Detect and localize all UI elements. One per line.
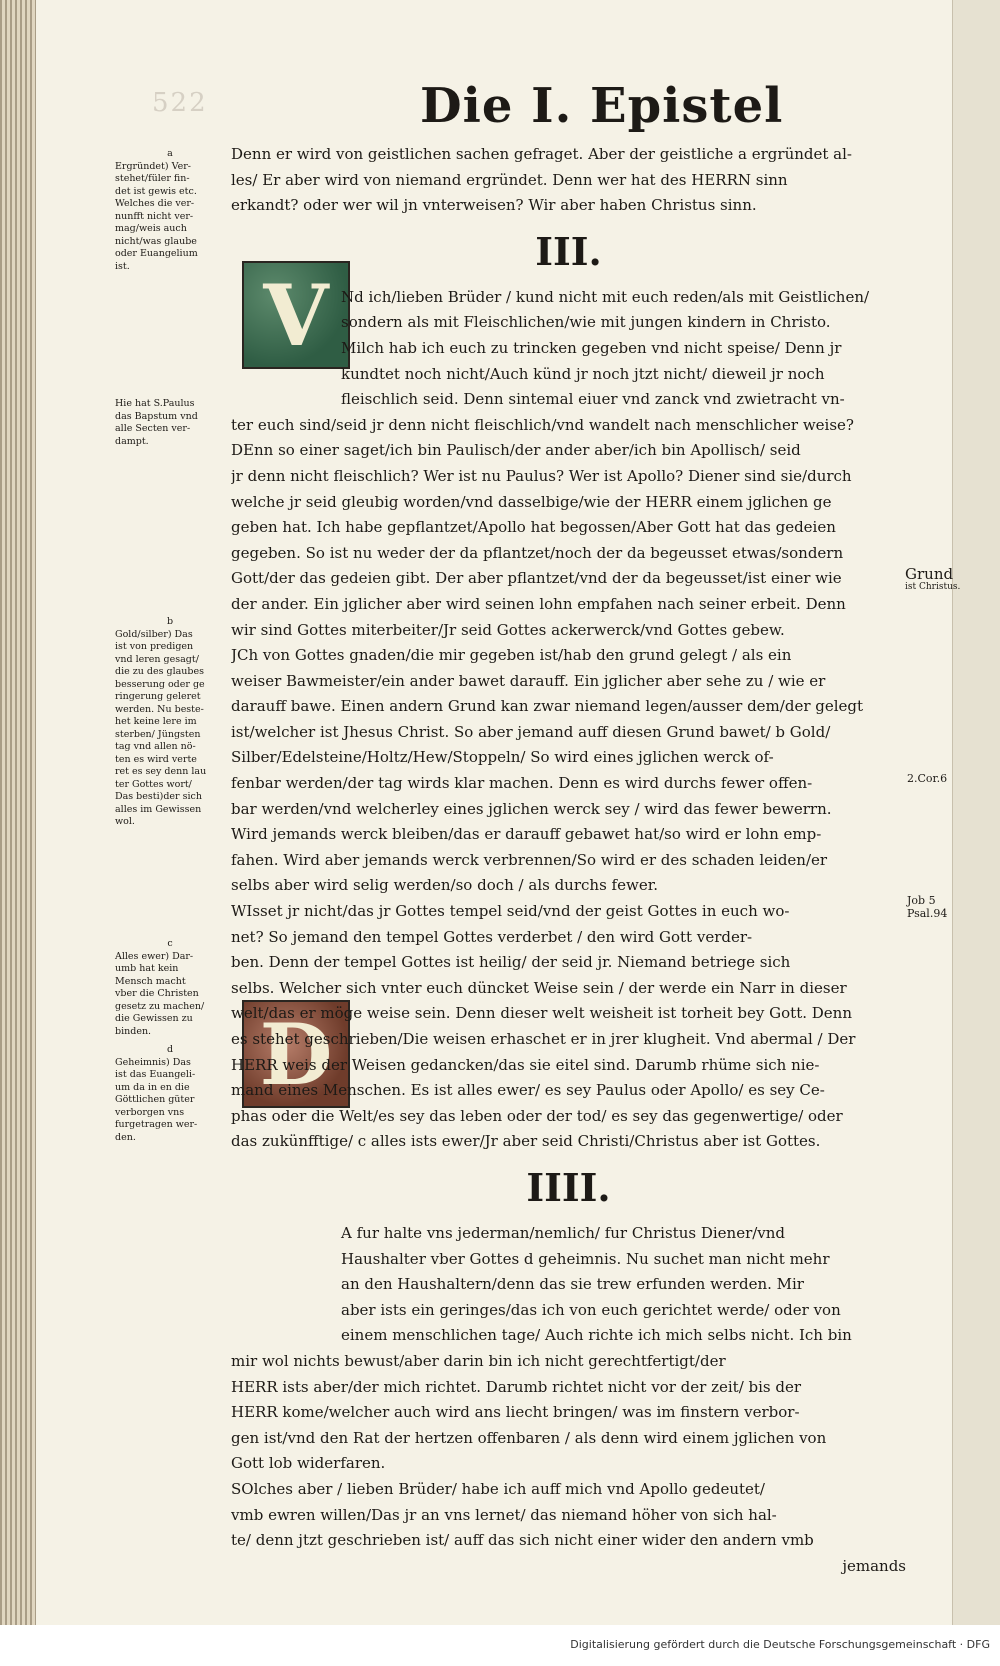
margin-note-c-d xyxy=(115,938,225,1144)
note-line: die zu des glaubes xyxy=(115,666,204,677)
note-line: nunfft nicht ver- xyxy=(115,210,194,222)
note-line: ret es sey denn lau xyxy=(115,766,207,777)
adjacent-page-edge xyxy=(952,0,1000,1625)
note-line: Job 5 xyxy=(907,894,936,907)
text-line: mir wol nichts bewust/aber darin bin ich nicht gerechtfertigt/der xyxy=(231,1351,726,1370)
book-page-edges xyxy=(0,0,40,1666)
text-line: sondern als mit Fleischlichen/wie mit jungen kindern in Christo. xyxy=(341,313,831,332)
note-line: stehet/füler fin- xyxy=(115,173,190,184)
right-note-job xyxy=(907,894,947,920)
note-line: Hie hat S.Paulus xyxy=(115,398,195,409)
dropcap-v: V xyxy=(242,261,350,369)
note-line: Alles ewer) Dar- xyxy=(115,950,194,962)
note-line: Ergründet) Ver- xyxy=(115,160,191,172)
text-line: jr denn nicht fleischlich? Wer ist nu Paulus? Wer ist Apollo? Diener sind sie/durch xyxy=(231,466,852,485)
note-line: Gold/silber) Das xyxy=(115,628,193,640)
catchword: jemands xyxy=(842,1556,906,1575)
note-line: oder Euangelium xyxy=(115,248,198,259)
text-line: Wird jemands werck bleiben/das er darauff gebawet hat/so wird er lohn emp- xyxy=(231,825,822,844)
note-line: b xyxy=(166,616,174,627)
text-line: Denn er wird von geistlichen sachen gefraget. Aber der geistliche a ergründet al- xyxy=(231,145,852,163)
note-line: ist. xyxy=(115,260,130,272)
text-line: darauff bawe. Einen andern Grund kan zwar niemand legen/ausser dem/der gelegt xyxy=(231,697,864,716)
note-line: c xyxy=(167,938,173,949)
note-line: furgetragen wer- xyxy=(115,1119,198,1130)
text-line: weiser Bawmeister/ein ander bawet darauff. Ein jglicher aber sehe zu / wie er xyxy=(231,671,826,690)
note-line: ter Gottes wort/ xyxy=(115,778,192,790)
note-line: 2.Cor.6 xyxy=(907,772,948,785)
note-line: Mensch macht xyxy=(115,975,186,987)
note-line: vnd leren gesagt/ xyxy=(115,653,199,665)
note-line: verborgen vns xyxy=(115,1106,185,1118)
text-line: bar werden/vnd welcherley eines jglichen werck sey / wird das fewer bewerrn. xyxy=(231,799,832,818)
text-line: Milch hab ich euch zu trincken gegeben vnd nicht speise/ Denn jr xyxy=(341,338,842,357)
text-line: kundtet noch nicht/Auch künd jr noch jtzt nicht/ dieweil jr noch xyxy=(341,364,825,383)
note-line: ringerung geleret xyxy=(115,691,201,702)
text-line: phas oder die Welt/es sey das leben oder der tod/ es sey das gegenwertige/ oder xyxy=(231,1106,843,1125)
note-line: den. xyxy=(115,1131,136,1143)
text-line: ter euch sind/seid jr denn nicht fleischlich/vnd wandelt nach menschlicher weise? xyxy=(231,415,854,434)
text-line: welt/das er möge weise sein. Denn dieser welt weisheit ist torheit bey Gott. Denn xyxy=(231,1004,852,1023)
dropcap-d: D xyxy=(242,1000,350,1108)
text-line: DEnn so einer saget/ich bin Paulisch/der ander aber/ich bin Apollisch/ seid xyxy=(231,441,801,460)
text-line: JCh von Gottes gnaden/die mir gegeben ist/hab den grund gelegt / als ein xyxy=(231,646,792,665)
text-line: an den Haushaltern/denn das sie trew erfunden werden. Mir xyxy=(341,1275,804,1294)
text-line: Gott lob widerfaren. xyxy=(231,1454,386,1473)
text-line: fahen. Wird aber jemands werck verbrennen/So wird er des schaden leiden/er xyxy=(231,850,828,869)
note-line: het keine lere im xyxy=(115,716,197,727)
note-line: Das besti)der sich xyxy=(115,791,202,802)
note-line: um da in en die xyxy=(115,1081,190,1093)
text-line: der ander. Ein jglicher aber wird seinen lohn empfahen nach seiner erbeit. Denn xyxy=(231,594,846,613)
text-line: erkandt? oder wer wil jn vnterweisen? Wir aber haben Christus sinn. xyxy=(231,196,757,215)
note-line: binden. xyxy=(115,1025,152,1037)
note-line: a xyxy=(167,148,173,159)
text-line: Silber/Edelsteine/Holtz/Hew/Stoppeln/ So wird eines jglichen werck of- xyxy=(231,748,774,767)
text-line: gegeben. So ist nu weder der da pflantzet/noch der da begeusset etwas/sondern xyxy=(231,543,844,562)
note-line: nicht/was glaube xyxy=(115,235,197,247)
note-line: werden. Nu beste- xyxy=(115,703,204,715)
text-line: einem menschlichen tage/ Auch richte ich mich selbs nicht. Ich bin xyxy=(341,1326,852,1345)
page-title: Die I. Epistel xyxy=(420,78,784,134)
chapter-heading-iiii: IIII. xyxy=(526,1164,611,1210)
text-line: Nd ich/lieben Brüder / kund nicht mit euch reden/als mit Geistlichen/ xyxy=(341,287,870,306)
note-line: Göttlichen güter xyxy=(115,1094,195,1105)
note-line: alles im Gewissen xyxy=(115,803,202,815)
note-line: d xyxy=(166,1044,174,1055)
note-line: det ist gewis etc. xyxy=(115,185,197,197)
text-line: fenbar werden/der tag wirds klar machen. Denn es wird durchs fewer offen- xyxy=(231,774,813,793)
note-line: das Bapstum vnd xyxy=(115,410,198,422)
text-line: aber ists ein geringes/das ich von euch gerichtet werde/ oder von xyxy=(341,1300,841,1319)
text-line: selbs aber wird selig werden/so doch / als durchs fewer. xyxy=(231,876,658,895)
note-line: umb hat kein xyxy=(115,963,179,974)
note-line: tag vnd allen nö- xyxy=(115,741,196,752)
page-number: 522 xyxy=(152,88,208,118)
note-line: ist Christus. xyxy=(905,582,961,592)
text-line: es stehet geschrieben/Die weisen erhaschet er in jrer klugheit. Vnd abermal / Der xyxy=(231,1030,856,1048)
note-line: wol. xyxy=(115,816,135,827)
text-line: selbs. Welcher sich vnter euch düncket Weise sein / der werde ein Narr in dieser xyxy=(231,978,847,997)
note-line: vber die Christen xyxy=(115,988,199,999)
text-line: HERR weis der Weisen gedancken/das sie eitel sind. Darumb rhüme sich nie- xyxy=(231,1055,820,1074)
note-line: ist von predigen xyxy=(115,641,194,652)
text-line: wir sind Gottes miterbeiter/Jr seid Gottes ackerwerck/vnd Gottes gebew. xyxy=(231,620,785,639)
right-note-grund xyxy=(905,565,961,594)
note-line: dampt. xyxy=(115,435,149,447)
body-text xyxy=(231,142,906,1579)
margin-note-b xyxy=(115,616,225,829)
text-line: welche jr seid gleubig worden/vnd dasselbige/wie der HERR einem jglichen ge xyxy=(231,492,832,511)
note-line: Welches die ver- xyxy=(115,198,195,209)
text-line: mand eines Menschen. Es ist alles ewer/ es sey Paulus oder Apollo/ es sey Ce- xyxy=(231,1081,825,1100)
chapter-heading-iii: III. xyxy=(535,228,602,274)
text-line: vmb ewren willen/Das jr an vns lernet/ das niemand höher von sich hal- xyxy=(231,1505,777,1524)
margin-note-papst xyxy=(115,398,223,448)
note-line: Grund xyxy=(905,565,954,583)
text-line: fleischlich seid. Denn sintemal eiuer vnd zanck vnd zwietracht vn- xyxy=(341,390,845,409)
margin-note-a xyxy=(115,148,225,273)
text-line: ist/welcher ist Jhesus Christ. So aber jemand auff diesen Grund bawet/ b Gold/ xyxy=(231,722,831,741)
note-line: gesetz zu machen/ xyxy=(115,1000,205,1012)
note-line: ist das Euangeli- xyxy=(115,1069,196,1080)
note-line: mag/weis auch xyxy=(115,223,187,234)
text-line: net? So jemand den tempel Gottes verderbet / den wird Gott verder- xyxy=(231,927,753,946)
note-line: die Gewissen zu xyxy=(115,1013,193,1024)
text-line: HERR ists aber/der mich richtet. Darumb richtet nicht vor der zeit/ bis der xyxy=(231,1377,802,1396)
text-line: SOlches aber / lieben Brüder/ habe ich auff mich vnd Apollo gedeutet/ xyxy=(231,1479,765,1498)
text-line: geben hat. Ich habe gepflantzet/Apollo hat begossen/Aber Gott hat das gedeien xyxy=(231,518,836,537)
text-line: ben. Denn der tempel Gottes ist heilig/ der seid jr. Niemand betriege sich xyxy=(231,953,791,972)
text-line: les/ Er aber wird von niemand ergründet. Denn wer hat des HERRN sinn xyxy=(231,170,788,189)
note-line: besserung oder ge xyxy=(115,678,205,690)
text-line: A fur halte vns jederman/nemlich/ fur Christus Diener/vnd xyxy=(341,1223,786,1242)
right-note-cor xyxy=(907,772,947,785)
footer-bar xyxy=(0,1625,1000,1666)
note-line: alle Secten ver- xyxy=(115,423,191,434)
text-line: te/ denn jtzt geschrieben ist/ auff das sich nicht einer wider den andern vmb xyxy=(231,1531,814,1550)
note-line: ten es wird verte xyxy=(115,753,197,765)
text-line: WIsset jr nicht/das jr Gottes tempel seid/vnd der geist Gottes in euch wo- xyxy=(231,902,790,921)
note-line: sterben/ Jüngsten xyxy=(115,728,201,740)
text-line: das zukünfftige/ c alles ists ewer/Jr aber seid Christi/Christus aber ist Gottes. xyxy=(231,1132,821,1151)
text-line: Gott/der das gedeien gibt. Der aber pflantzet/vnd der da begeusset/ist einer wie xyxy=(231,569,842,588)
footer-credit: Digitalisierung gefördert durch die Deutsche Forschungsgemeinschaft · DFG xyxy=(570,1638,990,1651)
note-line: Psal.94 xyxy=(907,907,948,920)
text-line: Haushalter vber Gottes d geheimnis. Nu suchet man nicht mehr xyxy=(341,1249,830,1268)
text-line: HERR kome/welcher auch wird ans liecht bringen/ was im finstern verbor- xyxy=(231,1403,800,1422)
note-line: Geheimnis) Das xyxy=(115,1056,191,1068)
text-line: gen ist/vnd den Rat der hertzen offenbaren / als denn wird einem jglichen von xyxy=(231,1428,827,1447)
